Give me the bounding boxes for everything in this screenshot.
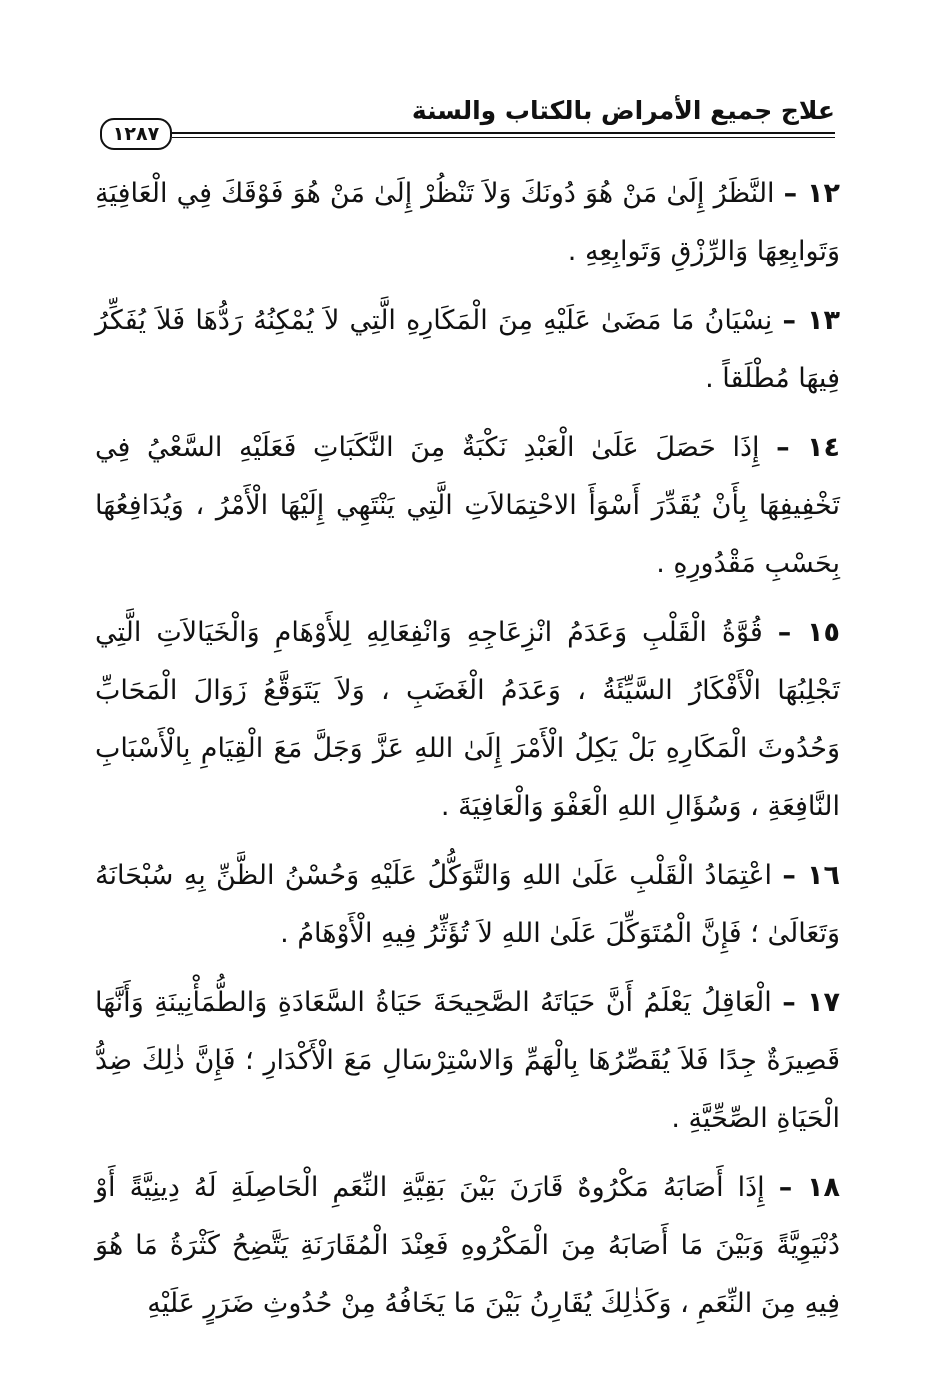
item-number: ١٢ – <box>783 178 840 209</box>
item-number: ١٨ – <box>778 1172 841 1203</box>
list-item <box>95 419 840 593</box>
item-text: نِسْيَانُ مَا مَضَىٰ عَلَيْهِ مِنَ الْمَكَارِهِ الَّتِي لاَ يُمْكِنُهُ رَدُّهَا فَلاَ يُفَكِّرُ فِيهَا مُطْلَقاً . <box>95 305 840 394</box>
item-text: الْعَاقِلُ يَعْلَمُ أَنَّ حَيَاتَهُ الصَّحِيحَةَ حَيَاةُ السَّعَادَةِ وَالطُّمَأْنِينَةِ وَأَنَّهَا قَصِيرَةٌ جِدًا فَلاَ يُقَصِّرُهَا بِالْهَمِّ وَالاسْتِرْسَالِ مَعَ الْأَكْدَارِ ؛ فَإِنَّ ذٰلِكَ ضِدُّ الْحَيَاةِ الصِّحِّيَّةِ . <box>95 987 840 1134</box>
item-number: ١٣ – <box>782 305 840 336</box>
page-number: ١٢٨٧ <box>100 118 172 150</box>
item-text: النَّظَرُ إِلَىٰ مَنْ هُوَ دُونَكَ وَلاَ تَنْظُرْ إِلَىٰ مَنْ هُوَ فَوْقَكَ فِي الْعَافِيَةِ وَتَوابِعِهَا وَالرِّزْقِ وَتَوابِعِهِ . <box>95 178 840 267</box>
item-text: قُوَّةُ الْقَلْبِ وَعَدَمُ انْزِعَاجِهِ وَانْفِعَالِهِ لِلأَوْهَامِ وَالْخَيَالاَتِ الَّتِي تَجْلِبُهَا الْأَفْكَارُ السَّيِّئَةُ ، وَعَدَمُ الْغَضَبِ ، وَلاَ يَتَوَقَّعُ زَوَالَ الْمَحَابِّ وَحُدُوثَ الْمَكَارِهِ بَلْ يَكِلُ الْأَمْرَ إِلَىٰ اللهِ عَزَّ وَجَلَّ مَعَ الْقِيَامِ بِالْأَسْبَابِ النَّافِعَةِ ، وَسُؤَالِ اللهِ الْعَفْوَ وَالْعَافِيَةَ . <box>95 617 840 822</box>
list-item <box>95 165 840 281</box>
item-number: ١٤ – <box>776 432 840 463</box>
item-text: إِذَا حَصَلَ عَلَىٰ الْعَبْدِ نَكْبَةٌ مِنَ النَّكَبَاتِ فَعَلَيْهِ السَّعْيُ فِي تَخْفِيفِهَا بِأَنْ يُقَدِّرَ أَسْوَأَ الاحْتِمَالاَتِ الَّتِي يَنْتَهِي إِلَيْهَا الْأَمْرُ ، وَيُدَافِعُهَا بِحَسْبِ مَقْدُورِهِ . <box>95 432 840 579</box>
list-item <box>95 604 840 836</box>
item-number: ١٥ – <box>777 617 840 648</box>
item-text: إِذَا أَصَابَهُ مَكْرُوهٌ قَارَنَ بَيْنَ بَقِيَّةِ النِّعَمِ الْحَاصِلَةِ لَهُ دِينِيَّةً أَوْ دُنْيَوِيَّةً وَبَيْنَ مَا أَصَابَهُ مِنَ الْمَكْرُوهِ فَعِنْدَ الْمُقَارَنَةِ يَتَّضِحُ كَثْرَةُ مَا هُوَ فِيهِ مِنَ النِّعَمِ ، وَكَذٰلِكَ يُقَارِنُ بَيْنَ مَا يَخَافُهُ مِنْ حُدُوثِ ضَرَرٍ عَلَيْهِ <box>95 1172 840 1319</box>
list-item <box>95 974 840 1148</box>
page-header <box>100 96 835 154</box>
item-number: ١٧ – <box>782 987 840 1018</box>
item-text: اعْتِمَادُ الْقَلْبِ عَلَىٰ اللهِ وَالتَّوَكُّلُ عَلَيْهِ وَحُسْنُ الظَّنِّ بِهِ سُبْحَانَهُ وَتَعَالَىٰ ؛ فَإِنَّ الْمُتَوَكِّلَ عَلَىٰ اللهِ لاَ تُؤَثِّرُ فِيهِ الْأَوْهَامُ . <box>95 860 840 949</box>
item-number: ١٦ – <box>782 860 840 891</box>
page-body <box>95 165 840 1344</box>
list-item <box>95 292 840 408</box>
list-item <box>95 847 840 963</box>
running-title: علاج جميع الأمراض بالكتاب والسنة <box>411 96 835 125</box>
header-rule <box>172 132 835 138</box>
list-item <box>95 1159 840 1333</box>
